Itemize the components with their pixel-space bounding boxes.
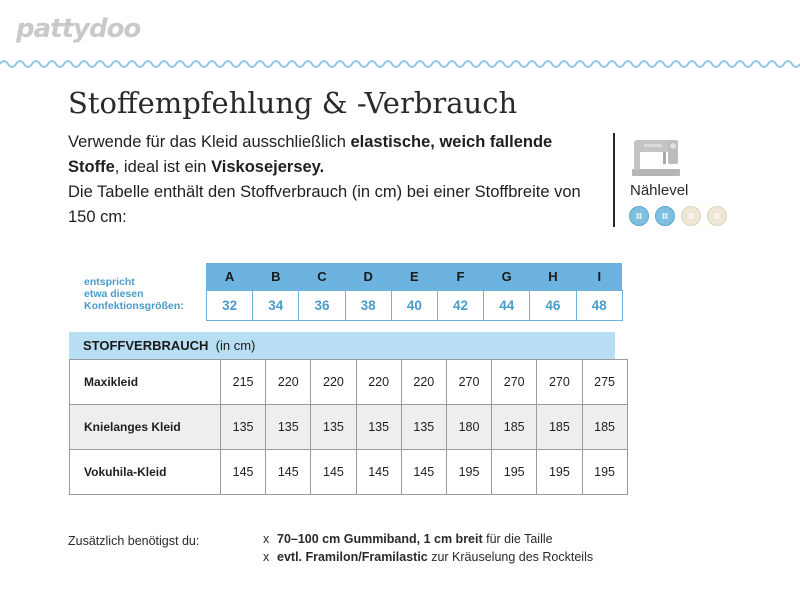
fabric-value: 145 xyxy=(221,450,266,495)
wave-divider xyxy=(0,56,800,72)
fabric-value: 220 xyxy=(266,360,311,405)
fabric-value: 180 xyxy=(446,405,491,450)
size-letter: C xyxy=(299,263,345,291)
size-letter: I xyxy=(576,263,622,291)
size-number: 44 xyxy=(484,291,530,321)
extras-list xyxy=(263,530,593,566)
button-level-icon xyxy=(655,206,675,226)
size-number: 38 xyxy=(345,291,391,321)
fabric-value: 135 xyxy=(266,405,311,450)
size-number: 34 xyxy=(253,291,299,321)
extras-item: x evtl. Framilon/Framilastic zur Kräuselung des Rockteils xyxy=(263,550,594,564)
fabric-value: 220 xyxy=(356,360,401,405)
fabric-value: 145 xyxy=(311,450,356,495)
intro-text xyxy=(68,130,588,230)
fabric-value: 185 xyxy=(537,405,582,450)
button-level-icon xyxy=(707,206,727,226)
size-letter: F xyxy=(437,263,483,291)
size-number: 42 xyxy=(437,291,483,321)
size-note: entspricht etwa diesen Konfektionsgrößen: xyxy=(84,276,184,312)
fabric-value: 220 xyxy=(311,360,356,405)
fabric-value: 145 xyxy=(356,450,401,495)
fabric-value: 270 xyxy=(446,360,491,405)
size-letter: D xyxy=(345,263,391,291)
fabric-value: 135 xyxy=(401,405,446,450)
fabric-row xyxy=(70,360,628,405)
size-letter: A xyxy=(207,263,253,291)
size-letters-row xyxy=(207,263,623,291)
fabric-value: 195 xyxy=(582,450,627,495)
bullet-x: x xyxy=(263,532,270,546)
fabric-value: 195 xyxy=(492,450,537,495)
fabric-value: 270 xyxy=(492,360,537,405)
fabric-row xyxy=(70,405,628,450)
size-number: 36 xyxy=(299,291,345,321)
size-letter: B xyxy=(253,263,299,291)
intro-line-2: Die Tabelle enthält den Stoffverbrauch (in cm) bei einer Stoffbreite von 150 cm: xyxy=(68,183,581,226)
size-number: 46 xyxy=(530,291,576,321)
page-title: Stoffempfehlung & -Verbrauch xyxy=(68,86,518,120)
size-letter: G xyxy=(484,263,530,291)
fabric-value: 270 xyxy=(537,360,582,405)
intro-line-1: Verwende für das Kleid ausschließlich elastische, weich fallende Stoffe, ideal ist ein Viskosejersey. xyxy=(68,133,553,176)
fabric-value: 215 xyxy=(221,360,266,405)
size-number: 32 xyxy=(207,291,253,321)
size-letter: E xyxy=(391,263,437,291)
size-number: 40 xyxy=(391,291,437,321)
fabric-row-label: Vokuhila-Kleid xyxy=(70,450,221,495)
fabric-value: 185 xyxy=(492,405,537,450)
fabric-value: 135 xyxy=(311,405,356,450)
extras-label: Zusätzlich benötigst du: xyxy=(68,534,200,548)
extras-item: x 70–100 cm Gummiband, 1 cm breit für die Taille xyxy=(263,532,553,546)
size-numbers-row xyxy=(207,291,623,321)
fabric-value: 145 xyxy=(401,450,446,495)
fabric-header: STOFFVERBRAUCH (in cm) xyxy=(69,332,615,359)
fabric-row-label: Maxikleid xyxy=(70,360,221,405)
size-number: 48 xyxy=(576,291,622,321)
size-table xyxy=(206,263,623,321)
fabric-value: 195 xyxy=(446,450,491,495)
fabric-value: 185 xyxy=(582,405,627,450)
fabric-row-label: Knielanges Kleid xyxy=(70,405,221,450)
button-level-icon xyxy=(681,206,701,226)
fabric-value: 145 xyxy=(266,450,311,495)
fabric-row xyxy=(70,450,628,495)
vertical-divider xyxy=(613,133,615,227)
sewing-level-rating xyxy=(629,206,727,226)
fabric-value: 275 xyxy=(582,360,627,405)
fabric-value: 135 xyxy=(221,405,266,450)
fabric-value: 220 xyxy=(401,360,446,405)
size-letter: H xyxy=(530,263,576,291)
sewing-level-label: Nählevel xyxy=(630,182,689,199)
sewing-machine-icon xyxy=(630,136,682,178)
pattydoo-logo: pattydoo xyxy=(16,14,141,44)
fabric-value: 135 xyxy=(356,405,401,450)
fabric-value: 195 xyxy=(537,450,582,495)
button-level-icon xyxy=(629,206,649,226)
bullet-x: x xyxy=(263,550,270,564)
fabric-table xyxy=(69,359,628,495)
